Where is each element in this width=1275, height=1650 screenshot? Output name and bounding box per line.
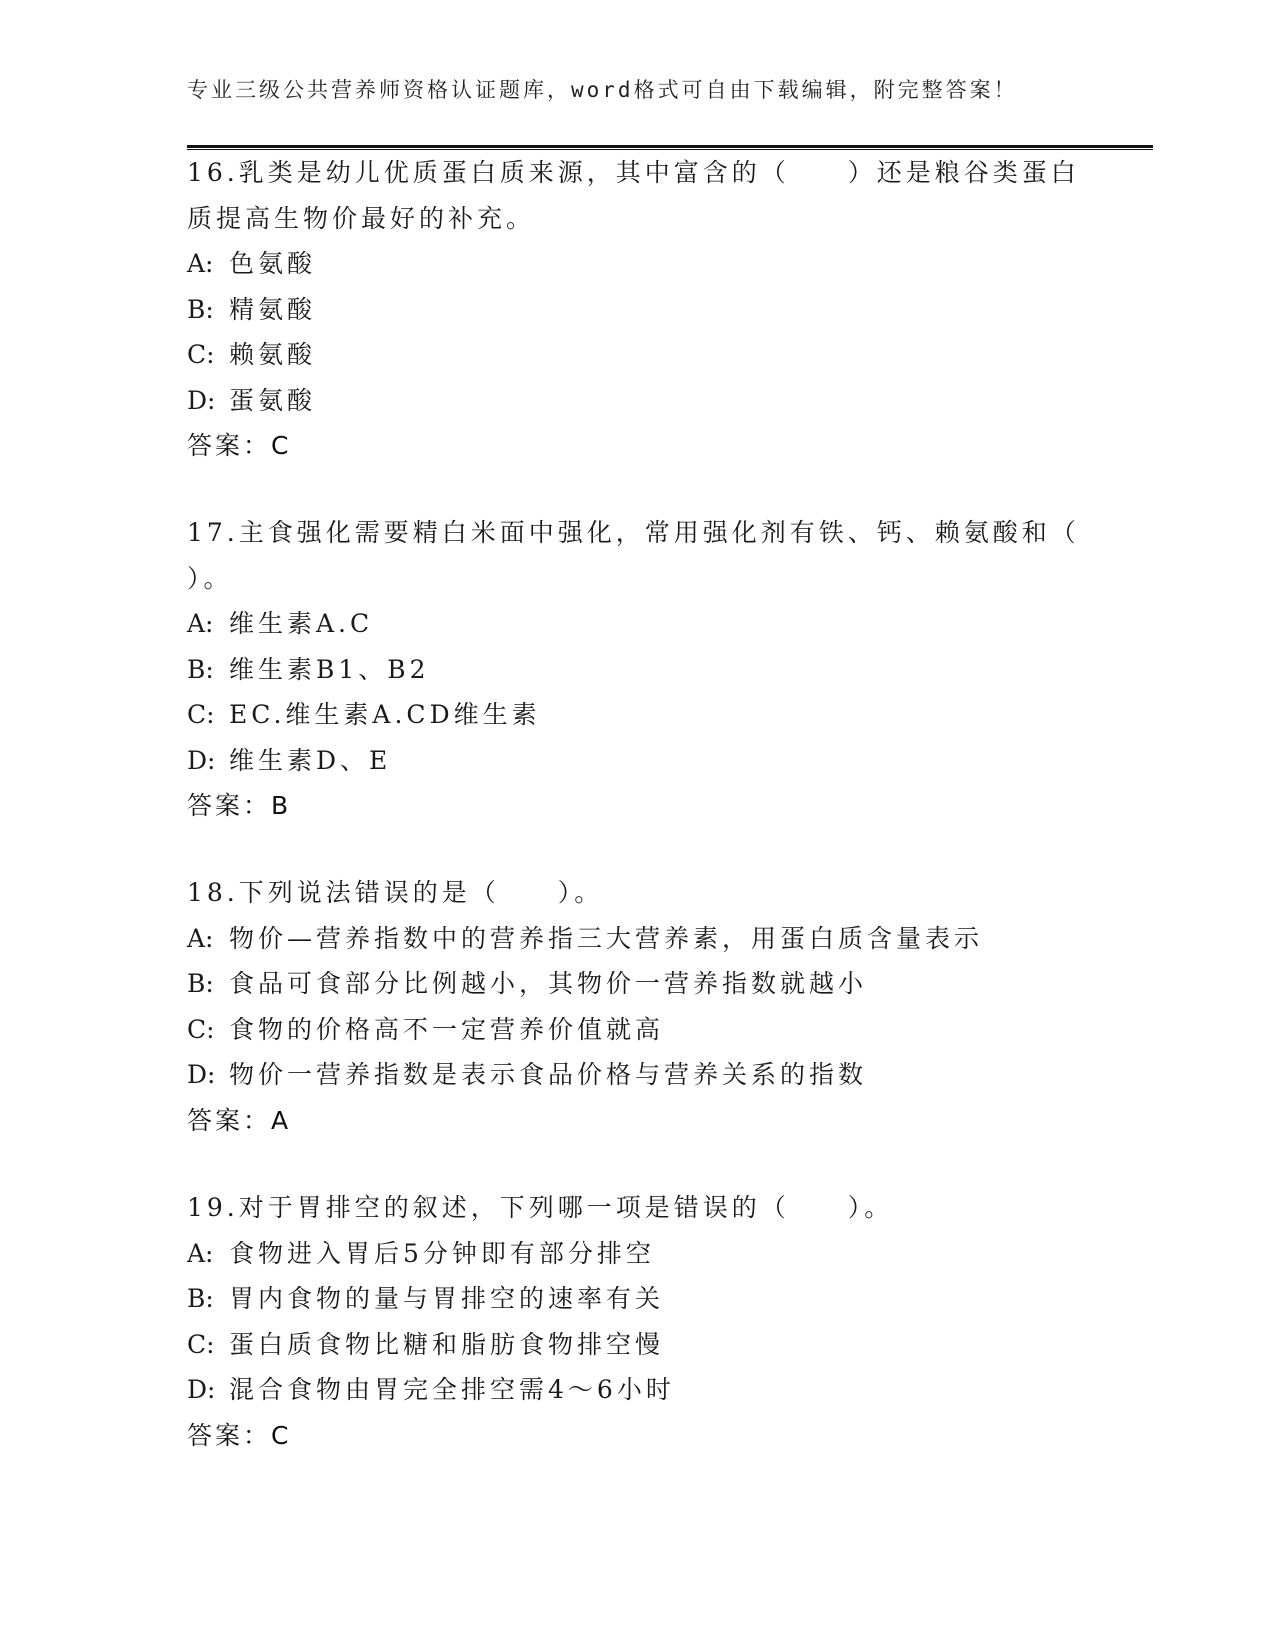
option-b: [187, 1276, 1087, 1322]
option-b: [187, 287, 1087, 333]
option-a: [187, 241, 1087, 287]
question-stem: 18.下列说法错误的是（ ）。: [187, 878, 604, 907]
answer-label: 答案：C: [187, 431, 292, 460]
option-text: 维生素D、E: [229, 745, 392, 775]
option-label: A:: [187, 609, 214, 638]
option-label: D:: [187, 1060, 216, 1089]
option-text: EC.维生素A.CD维生素: [229, 700, 541, 729]
question-stem-continued: ）。: [187, 563, 233, 593]
question-stem: 19.对于胃排空的叙述，下列哪一项是错误的（ ）。: [187, 1193, 894, 1222]
option-label: A:: [187, 1238, 214, 1268]
answer-label: 答案：C: [187, 1420, 292, 1450]
option-text: 精氨酸: [229, 294, 317, 324]
option-d: [187, 1367, 1087, 1413]
option-label: A:: [187, 923, 214, 953]
option-c: [187, 1007, 1087, 1053]
answer-label: 答案：B: [187, 791, 292, 820]
option-label: D:: [187, 1375, 216, 1404]
question-16: [187, 150, 1087, 469]
option-d: [187, 738, 1087, 784]
option-label: B:: [187, 1284, 214, 1313]
question-stem: 17.主食强化需要精白米面中强化，常用强化剂有铁、钙、赖氨酸和（: [187, 518, 1080, 547]
option-b: [187, 961, 1087, 1007]
option-a: [187, 1231, 1087, 1277]
option-text: 色氨酸: [229, 249, 317, 278]
option-text: 胃内食物的量与胃排空的速率有关: [229, 1284, 665, 1313]
option-text: 维生素A.C: [229, 609, 374, 638]
option-d: [187, 378, 1087, 424]
question-stem-continued: 质提高生物价最好的补充。: [187, 203, 536, 233]
option-text: 维生素B1、B2: [229, 654, 430, 684]
option-text: 食物进入胃后5分钟即有部分排空: [229, 1238, 655, 1268]
question-18: [187, 870, 1087, 1143]
option-label: D:: [187, 385, 216, 415]
option-label: B:: [187, 294, 214, 324]
option-text: 物价—营养指数中的营养指三大营养素，用蛋白质含量表示: [229, 923, 984, 953]
option-b: [187, 647, 1087, 693]
option-text: 赖氨酸: [229, 340, 317, 369]
option-label: B:: [187, 654, 214, 684]
option-text: 物价一营养指数是表示食品价格与营养关系的指数: [229, 1060, 868, 1089]
question-17: [187, 510, 1087, 829]
option-c: [187, 1322, 1087, 1368]
option-label: A:: [187, 249, 214, 278]
answer-label: 答案：A: [187, 1105, 292, 1135]
option-text: 蛋氨酸: [229, 385, 317, 415]
option-text: 混合食物由胃完全排空需4～6小时: [229, 1375, 675, 1404]
option-label: C:: [187, 1014, 215, 1044]
option-label: D:: [187, 745, 216, 775]
option-text: 蛋白质食物比糖和脂肪食物排空慢: [229, 1329, 665, 1359]
option-label: C:: [187, 340, 215, 369]
page-header: 专业三级公共营养师资格认证题库，word格式可自由下载编辑，附完整答案！: [187, 78, 1018, 102]
option-a: [187, 601, 1087, 647]
option-text: 食品可食部分比例越小，其物价一营养指数就越小: [229, 969, 868, 998]
option-c: [187, 332, 1087, 378]
option-text: 食物的价格高不一定营养价值就高: [229, 1014, 665, 1044]
option-d: [187, 1052, 1087, 1098]
question-19: [187, 1185, 1087, 1458]
question-stem: 16.乳类是幼儿优质蛋白质来源，其中富含的（ ）还是粮谷类蛋白: [187, 158, 1080, 187]
option-a: [187, 916, 1087, 962]
option-c: [187, 692, 1087, 738]
option-label: C:: [187, 700, 215, 729]
option-label: C:: [187, 1329, 215, 1359]
option-label: B:: [187, 969, 214, 998]
